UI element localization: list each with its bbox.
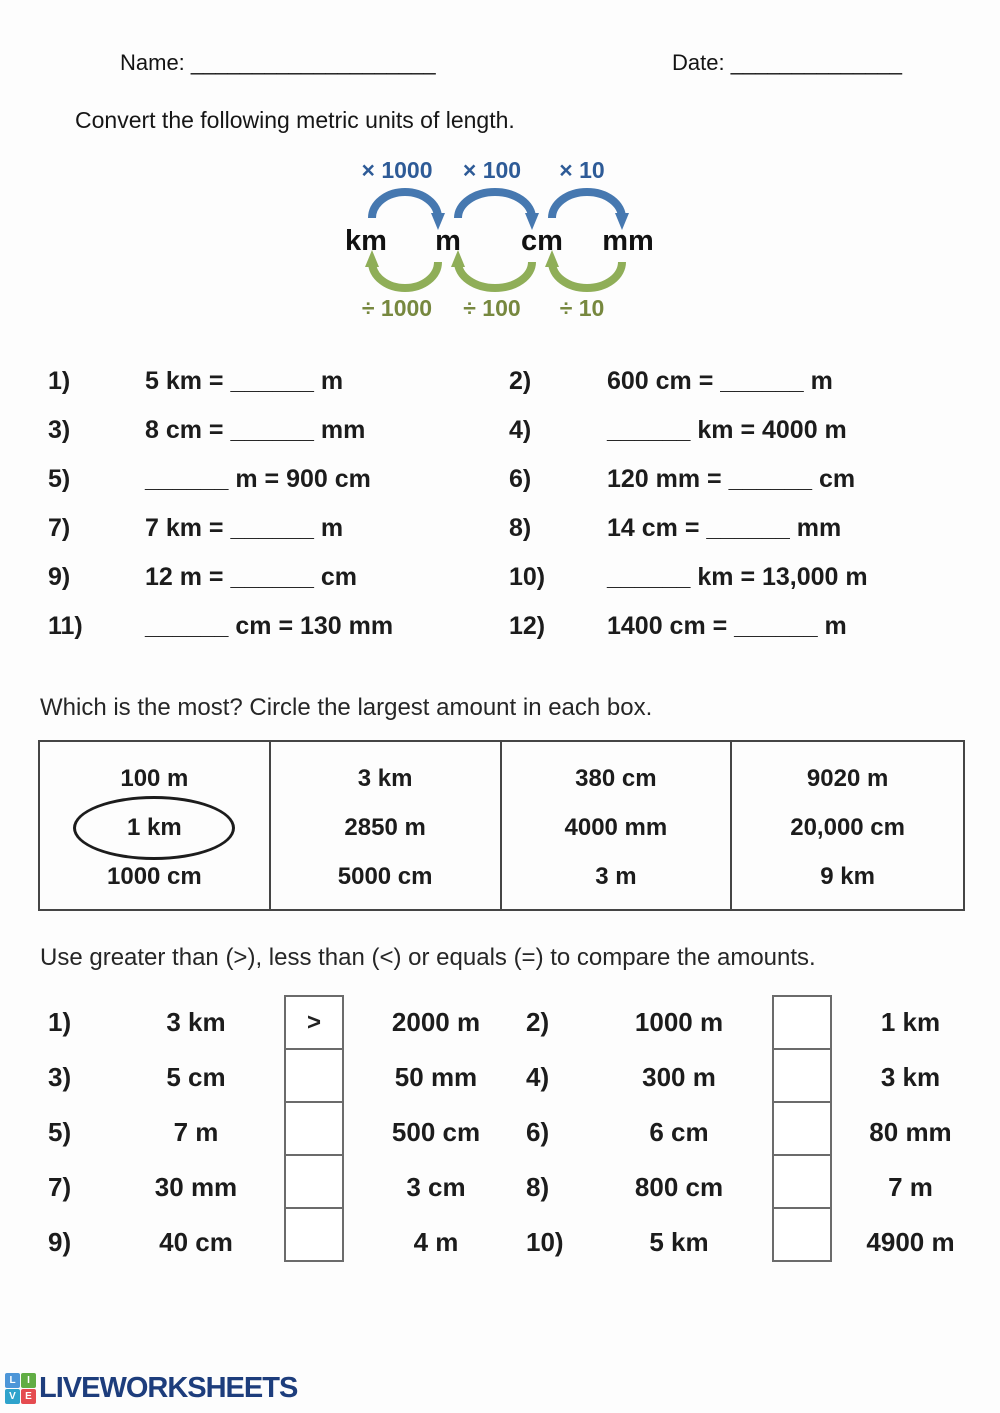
amount-choice[interactable]: 3 m [595, 863, 637, 890]
amount-choice[interactable]: 2850 m [344, 814, 426, 841]
compare-7-left: 30 mm [154, 1172, 238, 1202]
amount-choice[interactable]: 1000 cm [107, 863, 202, 890]
problem-7-number: 7) [48, 514, 71, 542]
compare-1-right: 2000 m [391, 1007, 481, 1037]
largest-amount-table [38, 740, 965, 911]
compare-5-number: 5) [48, 1117, 72, 1147]
unit-cm: cm [521, 225, 563, 257]
problem-11-text[interactable]: ______ cm = 130 mm [145, 612, 394, 640]
problem-9-text[interactable]: 12 m = ______ cm [145, 563, 357, 591]
problem-10-number: 10) [509, 563, 546, 591]
problem-2-number: 2) [509, 367, 532, 395]
compare-1-left: 3 km [166, 1007, 226, 1037]
answer-box-column-right [772, 995, 832, 1262]
amount-choice[interactable]: 9 km [820, 863, 875, 890]
problem-8-number: 8) [509, 514, 532, 542]
date-blank-line[interactable]: ______________ [730, 50, 903, 75]
conversion-row [48, 406, 1000, 455]
conversion-row [48, 504, 1000, 553]
divide-arrow-mm-cm [552, 262, 622, 288]
answer-box-2[interactable] [772, 995, 832, 1050]
compare-1-number: 1) [48, 1007, 72, 1037]
liveworksheets-logo [5, 1372, 297, 1405]
compare-2-number: 2) [526, 1007, 550, 1037]
logo-tile-i: I [21, 1373, 36, 1388]
logo-tile-e: E [21, 1389, 36, 1404]
compare-2-left: 1000 m [634, 1007, 724, 1037]
answer-box-8[interactable] [772, 1154, 832, 1209]
conversion-problems [0, 357, 1000, 651]
problem-3-text[interactable]: 8 cm = ______ mm [145, 416, 366, 444]
conversion-row [48, 357, 1000, 406]
compare-9-left: 40 cm [159, 1227, 233, 1257]
multiply-label-1000: × 1000 [361, 157, 433, 183]
date-label: Date: [672, 50, 725, 75]
problem-7-text[interactable]: 7 km = ______ m [145, 514, 344, 542]
name-blank-line[interactable]: ____________________ [190, 50, 436, 75]
amount-choice-circled[interactable]: 1 km [40, 803, 269, 852]
compare-9-right: 4 m [413, 1227, 459, 1257]
compare-10-number: 10) [526, 1227, 564, 1257]
liveworksheets-tiles-icon [5, 1373, 36, 1404]
multiply-arrow-m-cm [458, 192, 532, 218]
problem-9-number: 9) [48, 563, 71, 591]
amount-box-1 [40, 742, 271, 909]
compare-8-right: 7 m [888, 1172, 933, 1202]
compare-8-left: 800 cm [634, 1172, 724, 1202]
answer-box-7[interactable] [284, 1154, 344, 1209]
compare-3-right: 50 mm [394, 1062, 478, 1092]
compare-6-number: 6) [526, 1117, 550, 1147]
conversion-row [48, 602, 1000, 651]
name-field-row [120, 50, 436, 76]
section1-instruction: Convert the following metric units of length. [75, 107, 515, 133]
unit-mm: mm [602, 225, 654, 257]
compare-6-left: 6 cm [649, 1117, 709, 1147]
divide-arrow-m-km [372, 262, 438, 288]
compare-5-left: 7 m [173, 1117, 219, 1147]
amount-choice[interactable]: 100 m [120, 765, 189, 792]
divide-label-10: ÷ 10 [559, 295, 605, 321]
unit-km: km [345, 225, 387, 257]
section2-instruction: Which is the most? Circle the largest amount in each box. [40, 694, 653, 721]
problem-5-number: 5) [48, 465, 71, 493]
amount-choice[interactable]: 3 km [357, 765, 413, 792]
amount-box-3 [502, 742, 733, 909]
conversion-row [48, 553, 1000, 602]
amount-choice[interactable]: 20,000 cm [790, 814, 905, 841]
problem-6-text[interactable]: 120 mm = ______ cm [607, 465, 856, 493]
compare-4-left: 300 m [642, 1062, 716, 1092]
multiply-label-10: × 10 [559, 157, 605, 183]
logo-tile-v: V [5, 1389, 20, 1404]
divide-arrow-cm-m [458, 262, 532, 288]
compare-10-left: 5 km [649, 1227, 709, 1257]
amount-choice[interactable]: 380 cm [575, 765, 657, 792]
conversion-row [48, 455, 1000, 504]
problem-11-number: 11) [48, 612, 83, 640]
compare-row [0, 1105, 1000, 1160]
divide-label-100: ÷ 100 [463, 295, 521, 321]
compare-2-right: 1 km [880, 1007, 941, 1037]
logo-tile-l: L [5, 1373, 20, 1388]
compare-5-right: 500 cm [391, 1117, 481, 1147]
compare-3-left: 5 cm [166, 1062, 226, 1092]
compare-9-number: 9) [48, 1227, 72, 1257]
problem-4-text[interactable]: ______ km = 4000 m [607, 416, 847, 444]
problem-12-text[interactable]: 1400 cm = ______ m [607, 612, 847, 640]
name-label: Name: [120, 50, 185, 75]
amount-choice[interactable]: 9020 m [806, 765, 889, 792]
compare-problems [0, 995, 1000, 1275]
compare-7-right: 3 cm [406, 1172, 466, 1202]
problem-2-text[interactable]: 600 cm = ______ m [607, 367, 833, 395]
problem-8-text[interactable]: 14 cm = ______ mm [607, 514, 842, 542]
compare-row [0, 1050, 1000, 1105]
compare-row [0, 1215, 1000, 1270]
compare-row [0, 995, 1000, 1050]
unit-conversion-diagram [332, 150, 677, 322]
amount-choice[interactable]: 5000 cm [337, 863, 433, 890]
answer-box-9[interactable] [284, 1207, 344, 1262]
problem-5-text[interactable]: ______ m = 900 cm [145, 465, 371, 493]
answer-box-1[interactable]: > [284, 995, 344, 1050]
compare-10-right: 4900 m [866, 1227, 955, 1257]
divide-label-1000: ÷ 1000 [361, 295, 433, 321]
problem-6-number: 6) [509, 465, 532, 493]
problem-1-number: 1) [48, 367, 71, 395]
amount-box-4 [732, 742, 963, 909]
answer-box-10[interactable] [772, 1207, 832, 1262]
multiply-arrow-cm-mm [552, 192, 622, 218]
compare-3-number: 3) [48, 1062, 72, 1092]
amount-choice[interactable]: 4000 mm [564, 814, 668, 841]
logo-wordmark: LIVEWORKSHEETS [39, 1372, 298, 1404]
compare-4-number: 4) [526, 1062, 550, 1092]
amount-box-2 [271, 742, 502, 909]
section3-instruction: Use greater than (>), less than (<) or equals (=) to compare the amounts. [40, 944, 816, 971]
answer-box-6[interactable] [772, 1101, 832, 1156]
compare-7-number: 7) [48, 1172, 72, 1202]
problem-4-number: 4) [509, 416, 532, 444]
problem-12-number: 12) [509, 612, 546, 640]
compare-6-right: 80 mm [869, 1117, 952, 1147]
answer-box-column-left [284, 995, 344, 1262]
multiply-label-100: × 100 [462, 157, 522, 183]
problem-1-text[interactable]: 5 km = ______ m [145, 367, 344, 395]
compare-8-number: 8) [526, 1172, 550, 1202]
answer-box-4[interactable] [772, 1048, 832, 1103]
compare-4-right: 3 km [880, 1062, 941, 1092]
multiply-arrow-km-m [372, 192, 438, 218]
unit-m: m [435, 225, 461, 257]
compare-row [0, 1160, 1000, 1215]
answer-box-5[interactable] [284, 1101, 344, 1156]
answer-box-3[interactable] [284, 1048, 344, 1103]
date-field-row [672, 50, 902, 76]
problem-10-text[interactable]: ______ km = 13,000 m [607, 563, 868, 591]
problem-3-number: 3) [48, 416, 71, 444]
